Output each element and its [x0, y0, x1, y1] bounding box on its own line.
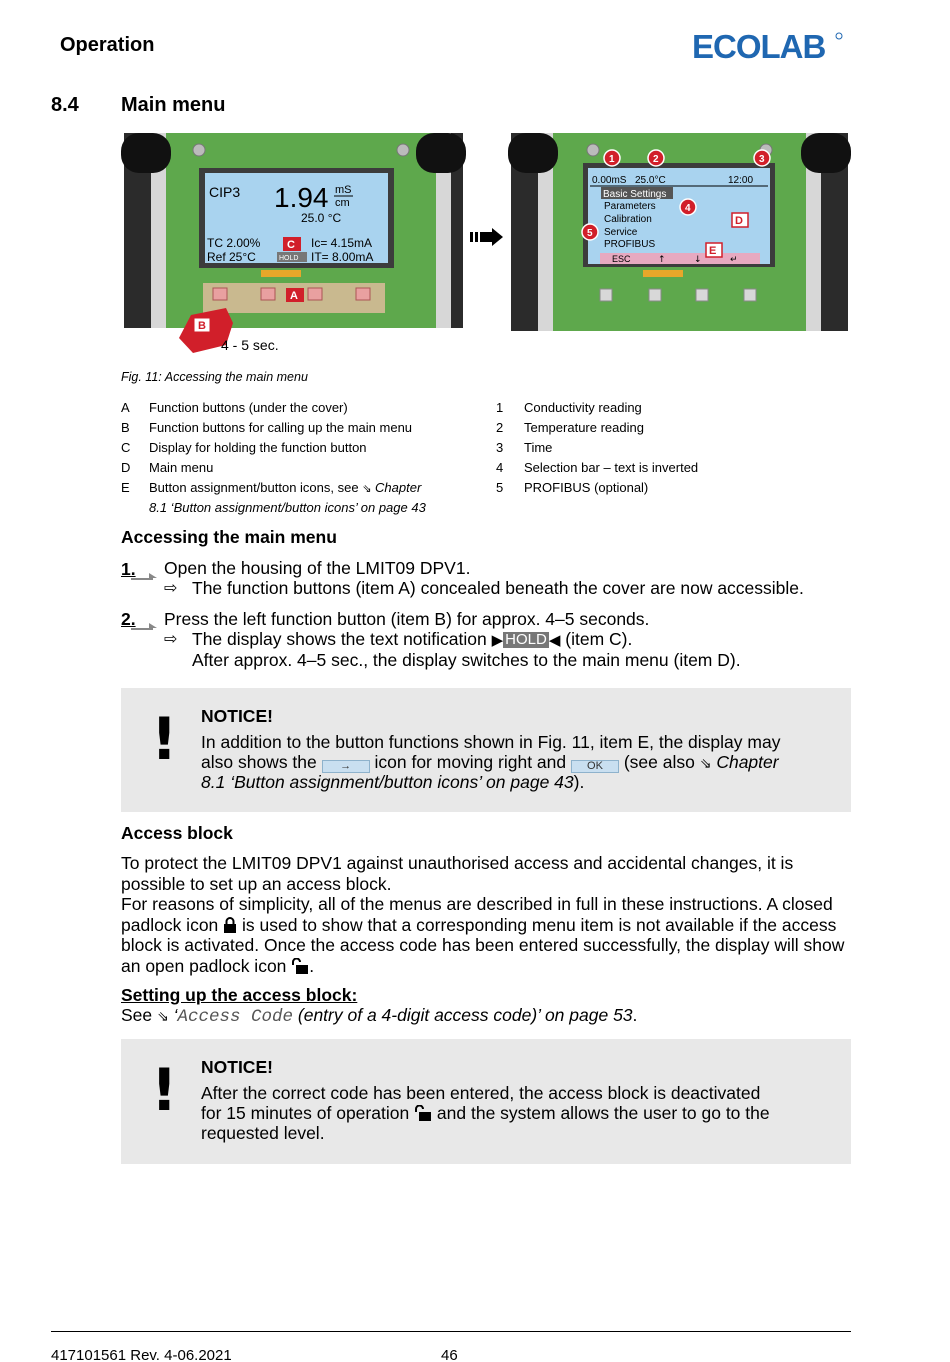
notice-line: 8.1 ‘Button assignment/button icons’ on page 43). — [201, 772, 585, 792]
footer-page-number: 46 — [441, 1347, 458, 1362]
chapter-link[interactable]: Chapter — [375, 480, 422, 495]
marker-1: 1 — [609, 154, 615, 165]
exclamation-icon: ! — [151, 1056, 178, 1124]
access-block-p1: To protect the LMIT09 DPV1 against unauthorised access and accidental changes, it is possible to set up an access block. — [121, 853, 794, 894]
footer-doc-number: 417101561 Rev. 4-06.2021 — [51, 1347, 232, 1362]
marker-e: E — [709, 245, 717, 257]
step-arrow-icon — [131, 618, 157, 630]
notice-line: requested level. — [201, 1123, 325, 1143]
notice-line: for 15 minutes of operation and the system allows the user to go to the — [201, 1103, 770, 1123]
legend-key: 5 — [496, 480, 504, 495]
notice-line: also shows the → icon for moving right and OK (see also ⇘ Chapter — [201, 752, 779, 772]
hold-badge: HOLD — [505, 631, 547, 648]
play-right-icon: ▶ — [491, 632, 504, 649]
access-block-heading: Access block — [121, 823, 233, 843]
lcd-ref: Ref 25°C — [207, 250, 256, 264]
play-left-icon: ◀ — [548, 632, 561, 649]
lcd-unit-top: mS — [335, 184, 352, 196]
legend-key: 4 — [496, 460, 504, 475]
menu-cond: 0.00mS — [592, 175, 627, 186]
chapter-link-cont[interactable]: 8.1 ‘Button assignment/button icons’ on page 43 — [201, 772, 574, 792]
menu-time: 12:00 — [728, 175, 754, 186]
result-arrow-icon: ⇨ — [164, 631, 178, 648]
brand-name: ECOLAB — [692, 28, 826, 64]
marker-c: C — [287, 239, 295, 251]
hold-time: 4 - 5 sec. — [221, 337, 279, 353]
menu-item-profibus: PROFIBUS — [604, 239, 656, 250]
notice-line: After the correct code has been entered, the access block is deactivated — [201, 1083, 761, 1103]
marker-a: A — [290, 290, 298, 302]
legend-key: D — [121, 460, 131, 475]
menu-item-parameters: Parameters — [604, 201, 656, 212]
step-text: Open the housing of the LMIT09 DPV1. — [164, 558, 471, 578]
access-code-link-rest[interactable]: (entry of a 4-digit access code)’ on page 53 — [293, 1005, 633, 1025]
device-figure-menu — [508, 133, 851, 333]
chapter-link[interactable]: Chapter — [716, 752, 779, 772]
setup-reference: See ⇘ ‘Access Code (entry of a 4-digit access code)’ on page 53. — [121, 1005, 638, 1027]
section-number: 8.4 — [51, 94, 79, 116]
section-title: Main menu — [121, 94, 226, 116]
step-number: 2. — [121, 609, 136, 629]
step-result: The display shows the text notification ▶ HOLD ◀ (item C). — [192, 629, 633, 649]
padlock-closed-icon — [223, 917, 237, 933]
marker-2: 2 — [653, 154, 659, 165]
legend-key: E — [121, 480, 130, 495]
chapter-link-cont[interactable]: 8.1 ‘Button assignment/button icons’ on page 43 — [149, 500, 426, 515]
legend-left — [121, 398, 491, 518]
menu-item-calibration: Calibration — [604, 214, 652, 225]
step-result: The function buttons (item A) concealed beneath the cover are now accessible. — [192, 578, 804, 598]
legend-text: Button assignment/button icons, see — [149, 480, 363, 495]
notice-box — [121, 688, 851, 812]
marker-3: 3 — [759, 154, 765, 165]
marker-d: D — [735, 215, 743, 227]
lcd-label: CIP3 — [209, 184, 241, 200]
step-result-cont: After approx. 4–5 sec., the display switches to the main menu (item D). — [192, 650, 741, 670]
footer-divider — [51, 1331, 851, 1332]
link-icon: ⇘ — [157, 1009, 169, 1025]
exclamation-icon: ! — [151, 705, 178, 773]
marker-5: 5 — [587, 228, 593, 239]
link-icon: ⇘ — [362, 482, 372, 495]
menu-item-basic-settings: Basic Settings — [603, 189, 667, 200]
legend-text: Temperature reading — [524, 420, 644, 435]
padlock-open-icon — [414, 1105, 432, 1121]
device-figure-hold — [121, 133, 466, 355]
legend-text: Conductivity reading — [524, 400, 642, 415]
legend-key: C — [121, 440, 131, 455]
menu-esc: ESC — [612, 254, 631, 264]
legend-text: Function buttons (under the cover) — [149, 400, 348, 415]
notice-title: NOTICE! — [201, 706, 273, 726]
legend-text: Time — [524, 440, 553, 455]
result-arrow-icon: ⇨ — [164, 580, 178, 597]
link-icon: ⇘ — [699, 756, 712, 772]
legend-text: Function buttons for calling up the main menu — [149, 420, 413, 435]
svg-text:↑: ↑ — [658, 255, 666, 265]
marker-b: B — [198, 320, 206, 332]
step-number: 1. — [121, 559, 136, 579]
ok-key-icon: OK — [571, 760, 619, 773]
legend-right — [496, 398, 826, 498]
svg-text:↓: ↓ — [694, 255, 702, 265]
arrow-right-key-icon: → — [322, 760, 370, 773]
step-text: Press the left function button (item B) for approx. 4–5 seconds. — [164, 609, 650, 629]
header-title: Operation — [60, 34, 155, 56]
legend-text: Display for holding the function button — [149, 440, 367, 455]
access-code-link[interactable]: Access Code — [177, 1007, 294, 1027]
legend-text: PROFIBUS (optional) — [524, 480, 649, 495]
lcd-hold: HOLD — [279, 255, 299, 262]
notice-box — [121, 1039, 851, 1164]
marker-4: 4 — [685, 203, 691, 214]
lcd-reading: 1.94 — [274, 182, 329, 213]
legend-text: Selection bar – text is inverted — [524, 460, 699, 475]
accessing-heading: Accessing the main menu — [121, 527, 337, 547]
legend-key: 1 — [496, 400, 504, 415]
padlock-open-icon — [291, 958, 309, 974]
setup-heading: Setting up the access block: — [121, 985, 358, 1005]
legend-text: Main menu — [149, 460, 214, 475]
legend-key: B — [121, 420, 130, 435]
legend-key: A — [121, 400, 130, 415]
notice-line: In addition to the button functions shown in Fig. 11, item E, the display may — [201, 732, 781, 752]
lcd-ic: Ic= 4.15mA — [311, 236, 373, 250]
step-arrow-icon — [131, 568, 157, 580]
lcd-it: IT= 8.00mA — [311, 250, 374, 264]
lcd-temp: 25.0 °C — [301, 211, 342, 225]
legend-key: 3 — [496, 440, 504, 455]
transition-arrow-icon — [470, 228, 504, 246]
menu-item-service: Service — [604, 227, 638, 238]
access-block-p2: For reasons of simplicity, all of the menus are described in full in these instructions. A closed padlock icon is used to show that a corresponding menu item is not available if the access block is activated. Once the access code has been entered successfully, the display will show an open padlock icon . — [121, 894, 845, 976]
figure-caption: Fig. 11: Accessing the main menu — [121, 370, 308, 384]
legend-key: 2 — [496, 420, 504, 435]
svg-text:↵: ↵ — [730, 255, 738, 265]
lcd-unit-bottom: cm — [335, 197, 350, 209]
menu-temp: 25.0°C — [635, 175, 666, 186]
lcd-tc: TC 2.00% — [207, 236, 261, 250]
notice-title: NOTICE! — [201, 1057, 273, 1077]
ecolab-logo — [692, 28, 844, 64]
